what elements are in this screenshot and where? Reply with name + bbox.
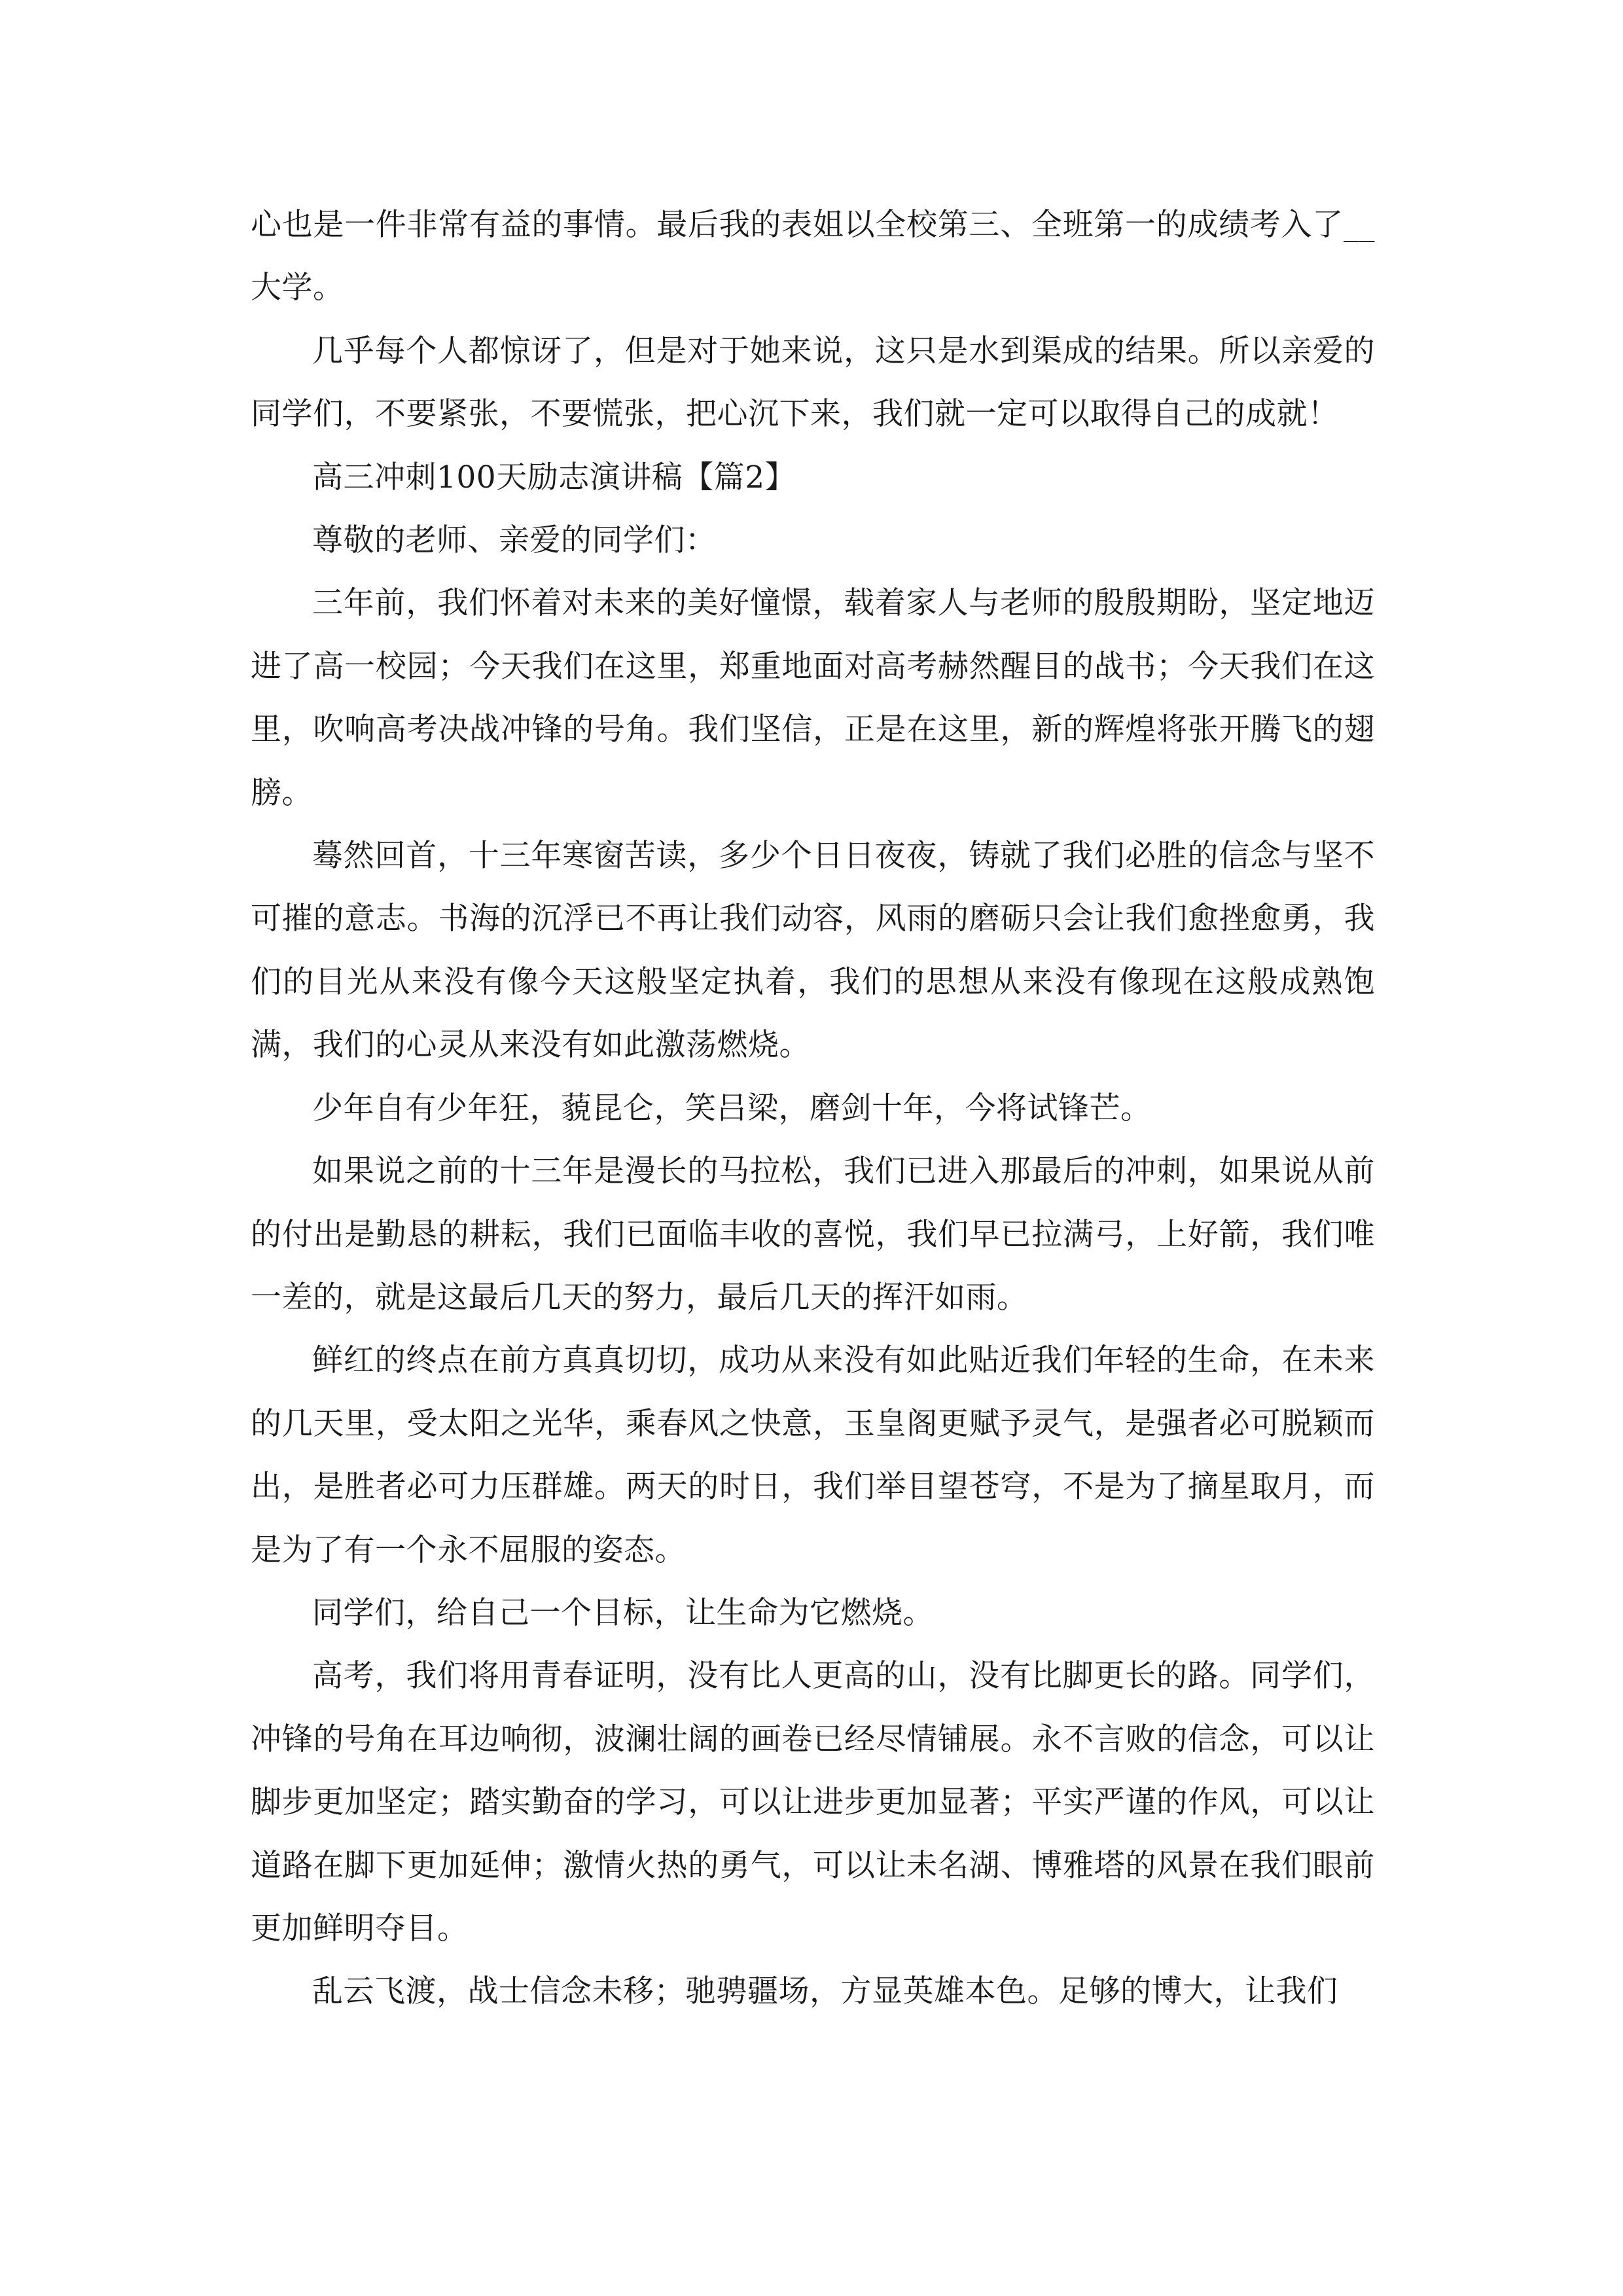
section-heading: 高三冲刺100天励志演讲稿【篇2】 [312,459,796,495]
paragraph-2: 几乎每个人都惊讶了，但是对于她来说，这只是水到渠成的结果。所以亲爱的同学们，不要紧张，不要慌张，把心沉下来，我们就一定可以取得自己的成就！ [251,332,1375,433]
paragraph-10: 同学们，给自己一个目标，让生命为它燃烧。 [312,1594,934,1631]
paragraph-11: 高考，我们将用青春证明，没有比人更高的山，没有比脚更长的路。同学们，冲锋的号角在耳边响彻，波澜壮阔的画卷已经尽情铺展。永不言败的信念，可以让脚步更加坚定；踏实勤奋的学习，可以让进步更加显著；平实严谨的作风，可以让道路在脚下更加延伸；激情火热的勇气，可以让未名湖、博雅塔的风景在我们眼前更加鲜明夺目。 [251,1658,1375,1946]
paragraph-7: 少年自有少年狂，藐昆仑，笑吕梁，磨剑十年，今将试锋芒。 [312,1090,1152,1126]
paragraph-6: 蓦然回首，十三年寒窗苦读，多少个日日夜夜，铸就了我们必胜的信念与坚不可摧的意志。书海的沉浮已不再让我们动容，风雨的磨砺只会让我们愈挫愈勇，我们的目光从来没有像今天这般坚定执着，我们的思想从来没有像现在这般成熟饱满，我们的心灵从来没有如此激荡燃烧。 [251,838,1375,1064]
document-body [251,194,1375,2024]
paragraph-1: 心也是一件非常有益的事情。最后我的表姐以全校第三、全班第一的成绩考入了__大学。 [251,207,1375,306]
paragraph-12: 乱云飞渡，战士信念未移；驰骋疆场，方显英雄本色。足够的博大，让我们 [312,1973,1338,2010]
paragraph-9: 鲜红的终点在前方真真切切，成功从来没有如此贴近我们年轻的生命，在未来的几天里，受太阳之光华，乘春风之快意，玉皇阁更赋予灵气，是强者必可脱颖而出，是胜者必可力压群雄。两天的时日，我们举目望苍穹，不是为了摘星取月，而是为了有一个永不屈服的姿态。 [251,1342,1375,1568]
paragraph-5: 三年前，我们怀着对未来的美好憧憬，载着家人与老师的殷殷期盼，坚定地迈进了高一校园；今天我们在这里，郑重地面对高考赫然醒目的战书；今天我们在这里，吹响高考决战冲锋的号角。我们坚信，正是在这里，新的辉煌将张开腾飞的翅膀。 [251,585,1375,811]
paragraph-8: 如果说之前的十三年是漫长的马拉松，我们已进入那最后的冲刺，如果说从前的付出是勤恳的耕耘，我们已面临丰收的喜悦，我们早已拉满弓，上好箭，我们唯一差的，就是这最后几天的努力，最后几天的挥汗如雨。 [251,1153,1375,1316]
salutation: 尊敬的老师、亲爱的同学们： [312,522,717,559]
